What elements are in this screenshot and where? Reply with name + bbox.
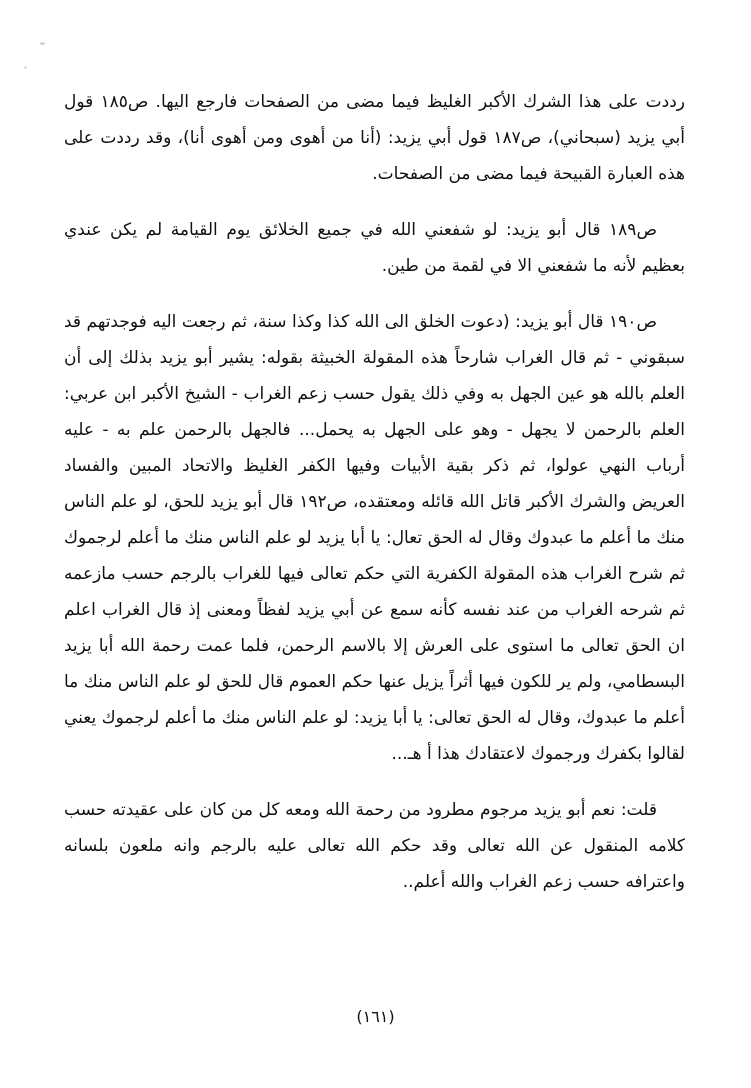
paragraph-2: ص١٨٩ قال أبو يزيد: لو شفعني الله في جميع الخلائق يوم القيامة لم يكن عندي بعظيم لأنه ما شفعني الا في لقمة من طين. [64, 220, 685, 276]
paragraph-1: رددت على هذا الشرك الأكبر الغليظ فيما مضى من الصفحات فارجع اليها. ص١٨٥ قول أبي يزيد (سبحاني)، ص١٨٧ قول أبي يزيد: (أنا من أهوى ومن أهوى أنا)، وقد رددت على هذه العبارة القبيحة فيما مضى من الصفحات. [64, 92, 686, 184]
page-body-text [64, 84, 685, 920]
paragraph-3: ص١٩٠ قال أبو يزيد: (دعوت الخلق الى الله كذا وكذا سنة، ثم رجعت اليه فوجدتهم قد سبقوني - ثم قال الغراب شارحاً هذه المقولة الخبيثة بقوله: يشير أبو يزيد بذلك إلى أن العلم بالله هو عين الجهل به وفي ذلك يقول حسب زعم الغراب - الشيخ الأكبر ابن عربي: العلم بالرحمن لا يجهل - وهو على الجهل به يحمل... فالجهل بالرحمن علم به - عليه أرباب النهي عولوا، ثم ذكر بقية الأبيات وفيها الكفر الغليظ والاتحاد المبين والفساد العريض والشرك الأكبر قاتل الله قائله ومعتقده، ص١٩٢ قال أبو يزيد للحق، لو علم الناس منك ما أعلم ما عبدوك وقال له الحق تعال: يا أبا يزيد لو علم الناس منك ما أعلم لرجموك ثم شرح الغراب هذه المقولة الكفرية التي حكم تعالى فيها للغراب بالرجم حسب مازعمه ثم شرحه الغراب من عند نفسه كأنه سمع عن أبي يزيد لفظاً ومعنى إذ قال الغراب اعلم ان الحق تعالى ما استوى على العرش إلا بالاسم الرحمن، فلما عمت رحمة الله أبا يزيد البسطامي، ولم ير للكون فيها أثراً يزيل عنها حكم العموم قال للحق لو علم الناس منك ما أعلم ما عبدوك، وقال له الحق تعالى: يا أبا يزيد: لو علم الناس منك ما أعلم لرجموك يعني لقالوا بكفرك ورجموك لاعتقادك هذا أ هـ... [64, 312, 685, 764]
scan-artifact [40, 42, 45, 45]
paragraph-4: قلت: نعم أبو يزيد مرجوم مطرود من رحمة الله ومعه كل من كان على عقيدته حسب كلامه المنقول عن الله تعالى وقد حكم الله تعالى عليه بالرجم وانه ملعون بلسانه واعترافه حسب زعم الغراب والله أعلم.. [64, 800, 685, 892]
scan-artifact [24, 66, 27, 69]
page-number: (١٦١) [356, 1007, 395, 1026]
